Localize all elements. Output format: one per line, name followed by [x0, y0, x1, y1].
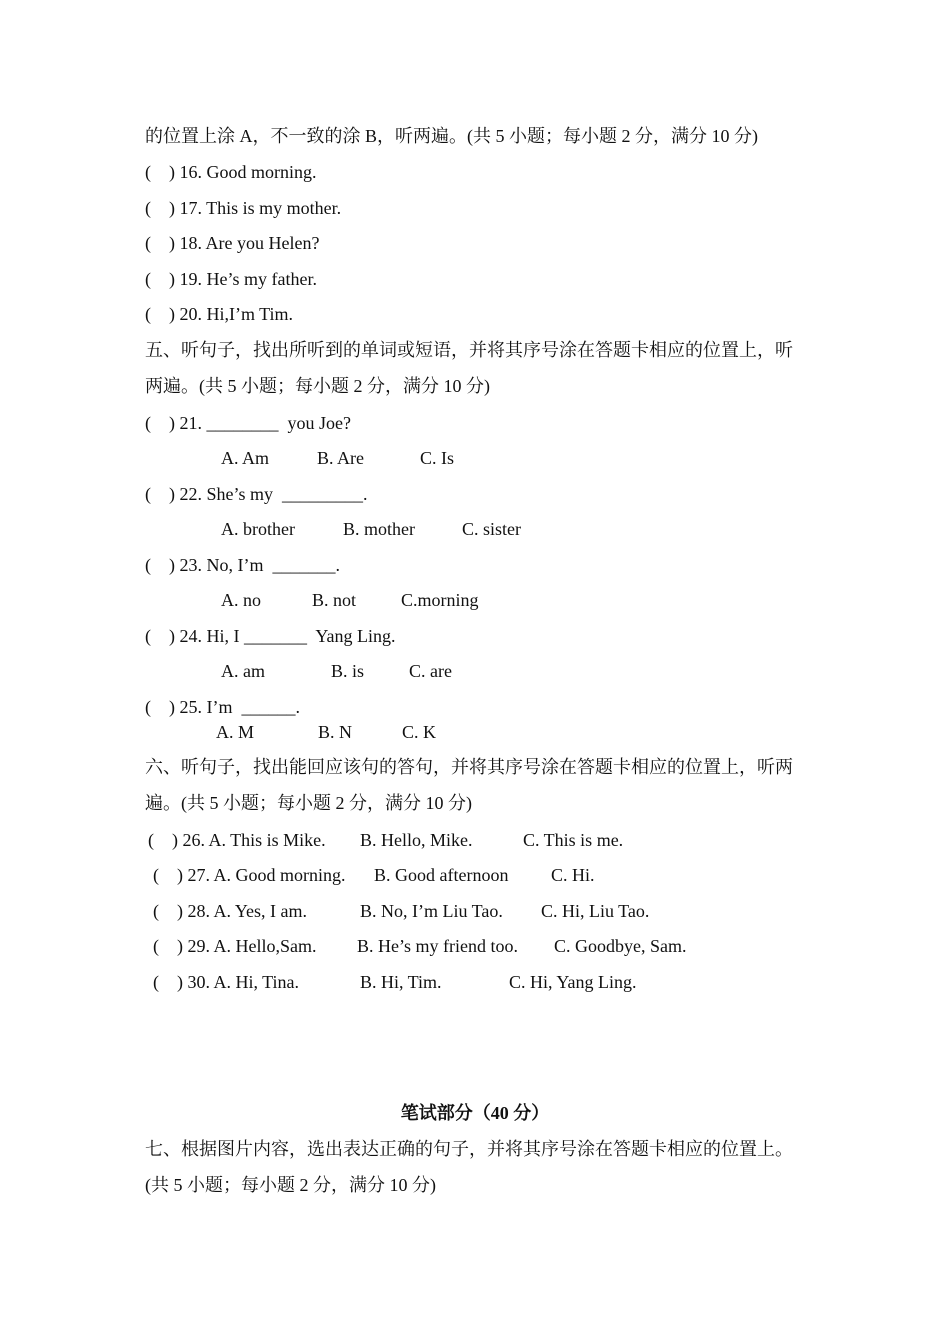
q25-option-c: C. K: [402, 722, 437, 742]
q25-option-a: A. M: [216, 722, 255, 742]
question-30: ( ) 30. A. Hi, Tina.: [153, 972, 300, 992]
question-18: ( ) 18. Are you Helen?: [145, 233, 320, 253]
q24-option-a: A. am: [221, 661, 265, 681]
q25-option-b: B. N: [318, 722, 353, 742]
question-29: ( ) 29. A. Hello,Sam.: [153, 936, 317, 956]
section6-heading: 六、听句子，找出能回应该句的答句，并将其序号涂在答题卡相应的位置上，听两: [145, 757, 793, 777]
q22-option-a: A. brother: [221, 519, 295, 539]
q22-option-b: B. mother: [343, 519, 415, 539]
question-19: ( ) 19. He’s my father.: [145, 269, 317, 289]
q21-option-a: A. Am: [221, 448, 270, 468]
q30-option-b: B. Hi, Tim.: [360, 972, 442, 992]
q21-option-b: B. Are: [317, 448, 364, 468]
written-part-title: 笔试部分（40 分）: [400, 1103, 550, 1123]
question-24: ( ) 24. Hi, I _______ Yang Ling.: [145, 626, 396, 646]
q24-option-c: C. are: [409, 661, 452, 681]
q29-option-c: C. Goodbye, Sam.: [554, 936, 687, 956]
question-20: ( ) 20. Hi,I’m Tim.: [145, 304, 294, 324]
section6-heading-cont: 遍。(共 5 小题；每小题 2 分，满分 10 分): [145, 793, 472, 813]
q30-option-c: C. Hi, Yang Ling.: [509, 972, 637, 992]
q27-option-c: C. Hi.: [551, 865, 595, 885]
q22-option-c: C. sister: [462, 519, 522, 539]
q26-option-c: C. This is me.: [523, 830, 624, 850]
q23-option-a: A. no: [221, 590, 261, 610]
question-17: ( ) 17. This is my mother.: [145, 198, 342, 218]
q28-option-c: C. Hi, Liu Tao.: [541, 901, 650, 921]
question-21: ( ) 21. ________ you Joe?: [145, 413, 351, 433]
q29-option-b: B. He’s my friend too.: [357, 936, 518, 956]
q23-option-b: B. not: [312, 590, 357, 610]
question-28: ( ) 28. A. Yes, I am.: [153, 901, 308, 921]
question-27: ( ) 27. A. Good morning.: [153, 865, 346, 885]
q23-option-c: C.morning: [401, 590, 479, 610]
q24-option-b: B. is: [331, 661, 365, 681]
question-25: ( ) 25. I’m ______.: [145, 697, 300, 717]
section4-instruction-tail: 的位置上涂 A，不一致的涂 B，听两遍。(共 5 小题；每小题 2 分，满分 10 分): [145, 126, 758, 146]
q27-option-b: B. Good afternoon: [374, 865, 509, 885]
q26-option-b: B. Hello, Mike.: [360, 830, 473, 850]
section5-heading-cont: 两遍。(共 5 小题；每小题 2 分，满分 10 分): [145, 376, 490, 396]
question-23: ( ) 23. No, I’m _______.: [145, 555, 340, 575]
q21-option-c: C. Is: [420, 448, 455, 468]
section5-heading: 五、听句子，找出所听到的单词或短语，并将其序号涂在答题卡相应的位置上，听: [145, 340, 793, 360]
question-16: ( ) 16. Good morning.: [145, 162, 317, 182]
section7-heading: 七、根据图片内容，选出表达正确的句子，并将其序号涂在答题卡相应的位置上。: [145, 1139, 793, 1159]
q28-option-b: B. No, I’m Liu Tao.: [360, 901, 503, 921]
question-26: ( ) 26. A. This is Mike.: [148, 830, 326, 850]
section7-heading-cont: (共 5 小题；每小题 2 分，满分 10 分): [145, 1175, 436, 1195]
question-22: ( ) 22. She’s my _________.: [145, 484, 368, 504]
